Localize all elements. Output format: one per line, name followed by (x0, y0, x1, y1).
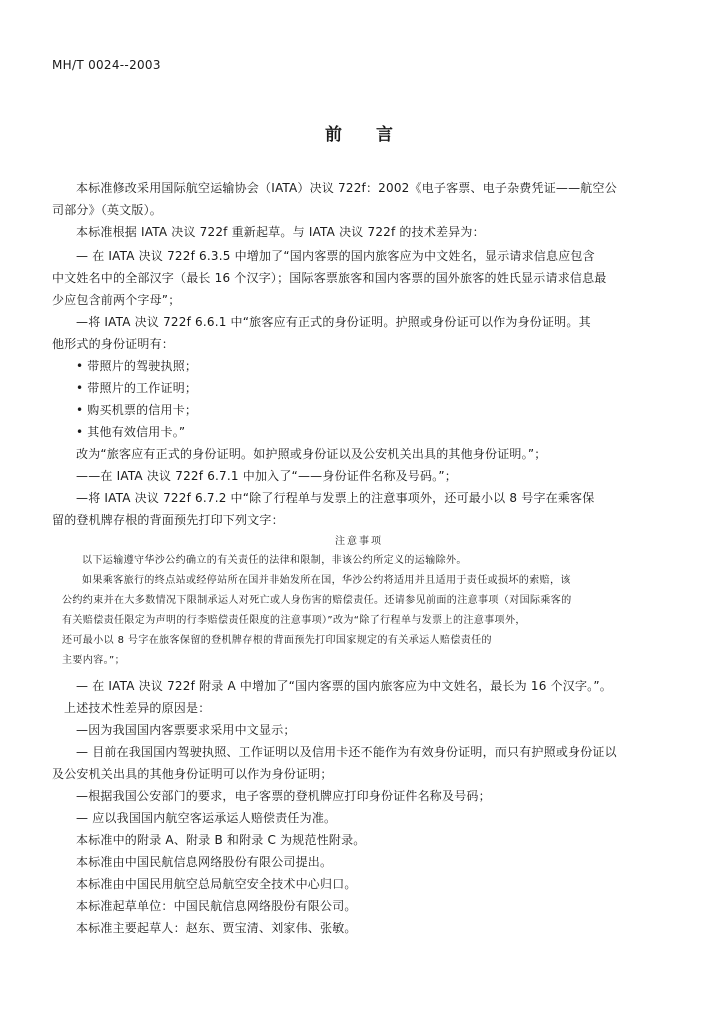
paragraph-line: ——在 IATA 决议 722f 6.7.1 中加入了“——身份证件名称及号码。”； (76, 469, 457, 483)
notice-line: 公约约束并在大多数情况下限制承运人对死亡或人身伤害的赔偿责任。还请参见前面的注意事项（对国际乘客的 (62, 595, 572, 606)
paragraph-line: — 在 IATA 决议 722f 6.3.5 中增加了“国内客票的国内旅客应为中文姓名，显示请求信息应包含 (76, 249, 595, 263)
paragraph-line: 留的登机牌存根的背面预先打印下列文字： (52, 513, 284, 527)
paragraph-line: 上述技术性差异的原因是： (64, 701, 211, 715)
paragraph-line: 本标准修改采用国际航空运输协会（IATA）决议 722f：2002《电子客票、电子杂费凭证——航空公 (76, 181, 617, 195)
paragraph-line: 本标准由中国民用航空总局航空安全技术中心归口。 (76, 877, 357, 891)
paragraph-line: 本标准中的附录 A、附录 B 和附录 C 为规范性附录。 (76, 833, 366, 847)
notice-title: 注意事项 (335, 536, 383, 547)
paragraph-line: 司部分》（英文版）。 (52, 203, 163, 217)
paragraph-line: 本标准起草单位：中国民航信息网络股份有限公司。 (76, 899, 357, 913)
notice-line: 还可最小以 8 号字在旅客保留的登机牌存根的背面预先打印国家规定的有关承运人赔偿责任的 (62, 635, 492, 646)
paragraph-line: —因为我国国内客票要求采用中文显示； (76, 723, 296, 737)
list-item: • 带照片的驾驶执照； (76, 359, 198, 373)
paragraph-line: —将 IATA 决议 722f 6.7.2 中“除了行程单与发票上的注意事项外，还可最小以 8 号字在乘客保 (76, 491, 595, 505)
list-item: • 带照片的工作证明； (76, 381, 198, 395)
paragraph-line: 他形式的身份证明有： (52, 337, 175, 351)
paragraph-line: — 目前在我国国内驾驶执照、工作证明以及信用卡还不能作为有效身份证明，而只有护照或身份证以 (76, 745, 617, 759)
document-code: MH/T 0024--2003 (52, 58, 161, 72)
paragraph-line: 本标准根据 IATA 决议 722f 重新起草。与 IATA 决议 722f 的技术差异为： (76, 225, 485, 239)
notice-line: 以下运输遵守华沙公约确立的有关责任的法律和限制，非该公约所定义的运输除外。 (82, 555, 467, 566)
page-title: 前言 (325, 125, 427, 145)
list-item: • 其他有效信用卡。” (76, 425, 186, 439)
paragraph-line: 本标准主要起草人：赵东、贾宝清、刘家伟、张敏。 (76, 921, 357, 935)
paragraph-line: 本标准由中国民航信息网络股份有限公司提出。 (76, 855, 333, 869)
notice-line: 如果乘客旅行的终点站或经停站所在国并非始发所在国，华沙公约将适用并且适用于责任或损坏的索赔，该 (82, 575, 571, 586)
notice-line: 主要内容。”； (62, 655, 125, 666)
paragraph-line: —根据我国公安部门的要求，电子客票的登机牌应打印身份证件名称及号码； (76, 789, 491, 803)
notice-line: 有关赔偿责任限定为声明的行李赔偿责任限度的注意事项）”改为“除了行程单与发票上的注意事项外， (62, 615, 526, 626)
paragraph-line: —将 IATA 决议 722f 6.6.1 中“旅客应有正式的身份证明。护照或身份证可以作为身份证明。其 (76, 315, 591, 329)
paragraph-line: — 在 IATA 决议 722f 附录 A 中增加了“国内客票的国内旅客应为中文姓名，最长为 16 个汉字。”。 (76, 679, 612, 693)
paragraph-line: — 应以我国国内航空客运承运人赔偿责任为准。 (76, 811, 337, 825)
list-item: • 购买机票的信用卡； (76, 403, 198, 417)
paragraph-line: 中文姓名中的全部汉字（最长 16 个汉字）；国际客票旅客和国内客票的国外旅客的姓氏显示请求信息最 (52, 271, 607, 285)
paragraph-line: 及公安机关出具的其他身份证明可以作为身份证明； (52, 767, 333, 781)
paragraph-line: 少应包含前两个字母”； (52, 293, 181, 307)
paragraph-line: 改为“旅客应有正式的身份证明。如护照或身份证以及公安机关出具的其他身份证明。”； (76, 447, 547, 461)
